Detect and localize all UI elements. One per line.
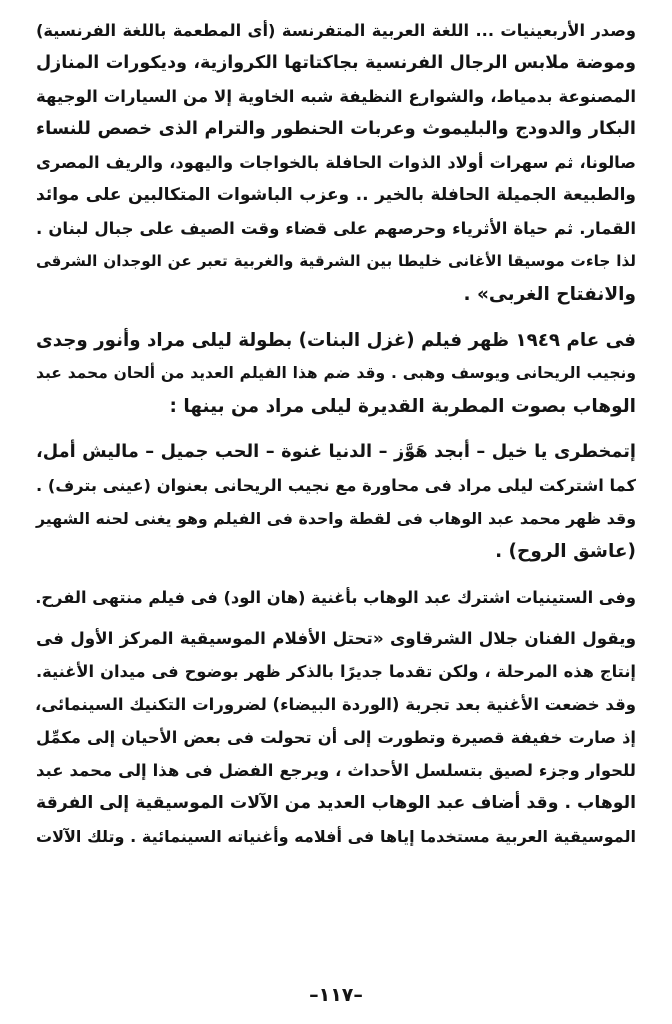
- text-line: وقد ظهر محمد عبد الوهاب فى لقطة واحدة فى الفيلم وهو يغنى لحنه الشهير: [36, 509, 636, 528]
- paragraph-spacer: [36, 568, 636, 581]
- text-line: ونجيب الريحانى ويوسف وهبى . وقد ضم هذا الفيلم العديد من ألحان محمد عبد: [36, 364, 636, 382]
- text-line: وفى الستينيات اشترك عبد الوهاب بأغنية (هان الود) فى فيلم منتهى الفرح.: [35, 588, 636, 607]
- text-line: ويقول الفنان جلال الشرقاوى «تحتل الأفلام الموسيقية المركز الأول فى: [36, 628, 636, 648]
- paragraph-4: [36, 581, 636, 614]
- text-line: إتمخطرى يا خيل – أبجد هَوَّز – الدنيا غنوة – الحب جميل – ماليش أمل،: [36, 442, 636, 462]
- paragraph-spacer: [36, 311, 636, 324]
- text-line: فى عام ١٩٤٩ ظهر فيلم (غزل البنات) بطولة ليلى مراد وأنور وجدى: [36, 330, 636, 351]
- page-body: [36, 14, 636, 853]
- text-line: إذ صارت خفيفة قصيرة وتطورت إلى أن تحولت فى بعض الأحيان إلى مكمِّل: [36, 728, 636, 747]
- text-line: الوهاب . وقد أضاف عبد الوهاب العديد من الآلات الموسيقية إلى الفرقة: [36, 793, 636, 813]
- page-number: –١١٧–: [309, 984, 363, 1006]
- text-line: والانفتاح الغربى» .: [463, 284, 636, 305]
- paragraph-spacer: [36, 423, 636, 436]
- text-line: صالونا، ثم سهرات أولاد الذوات الحافلة بالخواجات واليهود، والريف المصرى: [36, 153, 636, 172]
- text-line: وصدر الأربعينيات ... اللغة العربية المتفرنسة (أى المطعمة باللغة الفرنسية): [36, 21, 636, 40]
- paragraph-1: [36, 14, 636, 311]
- text-line: القمار. ثم حياة الأثرياء وحرصهم على قضاء وقت الصيف على جبال لبنان .: [36, 219, 636, 238]
- text-line: الوهاب بصوت المطربة القديرة ليلى مراد من بينها :: [169, 396, 636, 417]
- text-line: كما اشتركت ليلى مراد فى محاورة مع نجيب الريحانى بعنوان (عينى بترف) .: [36, 476, 636, 495]
- text-line: إنتاج هذه المرحلة ، ولكن تقدما جديرًا بالذكر ظهر بوضوح فى ميدان الأغنية.: [36, 662, 636, 681]
- text-line: وقد خضعت الأغنية بعد تجربة (الوردة البيضاء) لضرورات التكنيك السينمائى،: [35, 695, 636, 714]
- text-line: الموسيقية العربية مستخدما إياها فى أفلامه وأغنياته السينمائية . وتلك الآلات: [36, 827, 636, 846]
- text-line: (عاشق الروح) .: [495, 541, 636, 562]
- paragraph-2: [36, 324, 636, 423]
- text-line: وموضة ملابس الرجال الفرنسية بجاكتاتها الكروازية، وديكورات المنازل: [36, 53, 636, 73]
- paragraph-spacer: [36, 614, 636, 622]
- text-line: للحوار وجزء لصيق بتسلسل الأحداث ، ويرجع الفضل فى هذا إلى محمد عبد: [36, 761, 636, 780]
- paragraph-5: [36, 622, 636, 853]
- text-line: والطبيعة الجميلة الحافلة بالخير .. وعزب الباشوات المتكالبين على موائد: [36, 185, 636, 205]
- text-line: لذا جاءت موسيقا الأغانى خليطا بين الشرقية والغربية تعبر عن الوجدان الشرقى: [36, 252, 636, 270]
- text-line: البكار والدودج والبليموث وعربات الحنطور والترام الذى خصص للنساء: [36, 119, 636, 139]
- paragraph-3: [36, 436, 636, 568]
- text-line: المصنوعة بدمياط، والشوارع النظيفة شبه الخاوية إلا من السيارات الوجيهة: [36, 87, 636, 106]
